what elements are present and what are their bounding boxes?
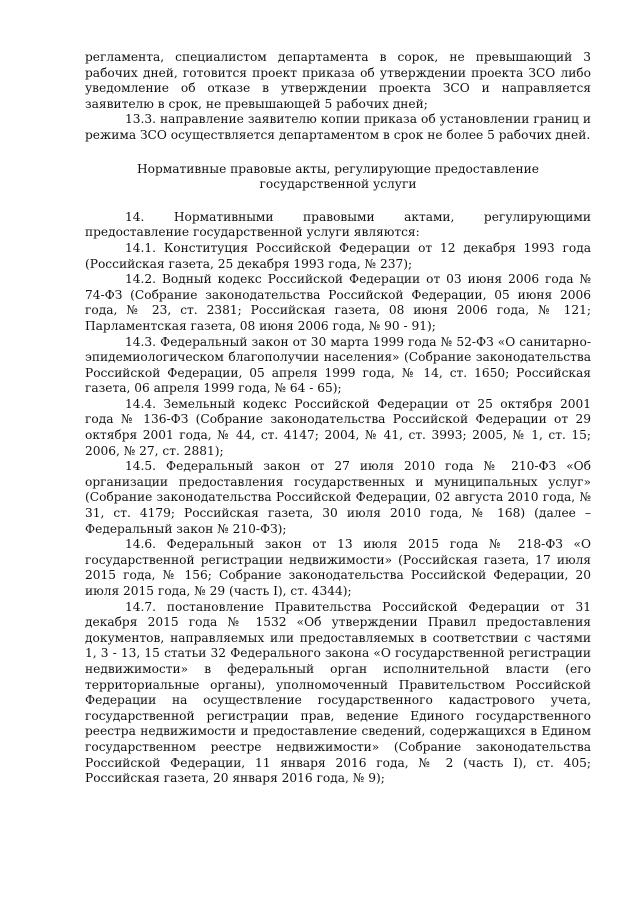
section-heading-line-2: государственной услуги xyxy=(259,177,417,192)
paragraph-14-3: 14.3. Федеральный закон от 30 марта 1999 года № 52-ФЗ «О санитарно-эпидемиологическом благополучии населения» (Собрание законодательства Российской Федерации, 05 апреля 1999 года, № 14, ст. 1650; Российская газета, 06 апреля 1999 года, № 64 - 65); xyxy=(85,334,591,396)
paragraph-14-4: 14.4. Земельный кодекс Российской Федерации от 25 октября 2001 года № 136-ФЗ (Собрание законодательства Российской Федерации от 29 октября 2001 года, № 44, ст. 4147; 2004, № 41, ст. 3993; 2005, № 1, ст. 15; 2006, № 27, ст. 2881); xyxy=(85,396,591,458)
paragraph-14-5: 14.5. Федеральный закон от 27 июля 2010 года № 210-ФЗ «Об организации предоставления государственных и муниципальных услуг» (Собрание законодательства Российской Федерации, 02 августа 2010 года, № 31, ст. 4179; Российская газета, 30 июля 2010 года, № 168) (далее – Федеральный закон № 210-ФЗ); xyxy=(85,459,591,536)
paragraph-13-3: 13.3. направление заявителю копии приказа об установлении границ и режима ЗСО осуществляется департаментом в срок не более 5 рабочих дней. xyxy=(85,112,591,142)
section-heading-line-1: Нормативные правовые акты, регулирующие предоставление xyxy=(137,161,539,176)
paragraph-13-2-continuation: регламента, специалистом департамента в сорок, не превышающий 3 рабочих дней, готовится проект приказа об утверждении проекта ЗСО либо уведомление об отказе в утверждении проекта ЗСО и направляется заявителю в срок, не превышающей 5 рабочих дней; xyxy=(85,50,591,111)
paragraph-14-6: 14.6. Федеральный закон от 13 июля 2015 года № 218-ФЗ «О государственной регистрации недвижимости» (Российская газета, 17 июля 2015 года, № 156; Собрание законодательства Российской Федерации, 20 июля 2015 года, № 29 (часть I), ст. 4344); xyxy=(85,537,591,598)
paragraph-14-2: 14.2. Водный кодекс Российской Федерации от 03 июня 2006 года № 74-ФЗ (Собрание законодательства Российской Федерации, 05 июня 2006 года, № 23, ст. 2381; Российская газета, 08 июня 2006 года, № 121; Парламентская газета, 08 июня 2006 года, № 90 - 91); xyxy=(85,272,591,333)
paragraph-14-7: 14.7. постановление Правительства Российской Федерации от 31 декабря 2015 года № 1532 «Об утверждении Правил предоставления документов, направляемых или предоставляемых в соответствии с частями 1, 3 - 13, 15 статьи 32 Федерального закона «О государственной регистрации недвижимости» в федеральный орган исполнительной власти (его территориальные органы), уполномоченный Правительством Российской Федерации на осуществление государственного кадастрового учета, государственной регистрации прав, ведение Единого государственного реестра недвижимости и предоставление сведений, содержащихся в Едином государственном реестре недвижимости» (Собрание законодательства Российской Федерации, 11 января 2016 года, № 2 (часть I), ст. 405; Российская газета, 20 января 2016 года, № 9); xyxy=(85,599,591,786)
paragraph-14-1: 14.1. Конституция Российской Федерации от 12 декабря 1993 года (Российская газета, 25 декабря 1993 года, № 237); xyxy=(85,240,591,271)
section-heading xyxy=(85,162,591,193)
paragraph-14: 14. Нормативными правовыми актами, регулирующими предоставление государственной услуги являются: xyxy=(85,209,591,240)
